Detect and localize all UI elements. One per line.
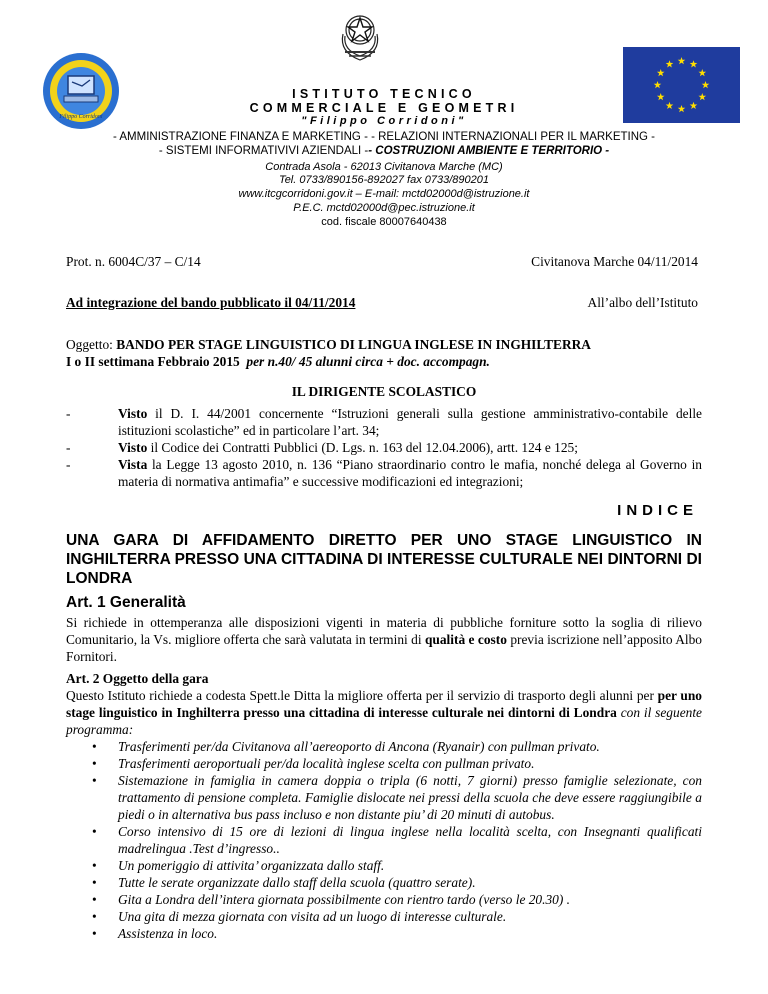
integration-note: Ad integrazione del bando pubblicato il 04/11/2014: [66, 295, 356, 310]
institute-name-line3: "Filippo Corridoni": [301, 115, 467, 127]
program-text: Gita a Londra dell’intera giornata possibilmente con rientro tardo (verso le 20.30) .: [118, 892, 571, 907]
courses-bold: - COSTRUZIONI AMBIENTE E TERRITORIO -: [368, 145, 610, 157]
subject-period: I o II settimana Febbraio 2015: [66, 354, 240, 369]
institute-name-line2: COMMERCIALE E GEOMETRI: [249, 101, 519, 115]
list-item: [92, 755, 702, 772]
program-text: Assistenza in loco.: [118, 926, 218, 941]
list-item: [92, 925, 702, 942]
courses-line1: - AMMINISTRAZIONE FINANZA E MARKETING - - RELAZIONI INTERNAZIONALI PER IL MARKETING -: [112, 131, 656, 143]
courses-line2: [0, 145, 768, 157]
bullet-icon: •: [92, 824, 97, 839]
art1-title: Art. 1 Generalità: [66, 594, 186, 611]
tender-title: UNA GARA DI AFFIDAMENTO DIRETTO PER UNO STAGE LINGUISTICO IN INGHILTERRA PRESSO UNA CITTADINA DI INTERESSE CULTURALE NEI DINTORNI DI LONDRA: [66, 532, 702, 587]
visto-text: la Legge 13 agosto 2010, n. 136 “Piano straordinario contro le mafia, nonché delega al Governo in materia di normativa antimafia” e successive modificazioni ed integrazioni;: [118, 457, 702, 489]
subject-participants: per n.40/ 45 alunni circa + doc. accompagn.: [246, 354, 490, 369]
program-text: Una gita di mezza giornata con visita ad un luogo di interesse culturale.: [118, 909, 507, 924]
program-list: [92, 738, 702, 942]
program-text: Tutte le serate organizzate dallo staff della scuola (quattro serate).: [118, 875, 476, 890]
visto-item: [66, 439, 702, 456]
italian-republic-emblem: [335, 4, 385, 64]
dirigente-heading: IL DIRIGENTE SCOLASTICO: [291, 384, 477, 399]
phone-fax: Tel. 0733/890156-892027 fax 0733/890201: [278, 174, 489, 186]
bullet-icon: •: [92, 926, 97, 941]
visto-item: [66, 405, 702, 439]
list-item: [92, 908, 702, 925]
bullet-icon: •: [92, 858, 97, 873]
svg-text:Filippo Corridoni: Filippo Corridoni: [59, 114, 103, 120]
list-dash: -: [66, 440, 71, 455]
subject-label: Oggetto:: [66, 337, 113, 352]
art2-title: Art. 2 Oggetto della gara: [66, 671, 209, 686]
art2-body: [66, 687, 702, 738]
institute-name-line1: ISTITUTO TECNICO: [292, 87, 476, 101]
subject-line: [66, 336, 706, 353]
pec-email: P.E.C. mctd02000d@pec.istruzione.it: [293, 202, 475, 214]
art1-bold: qualità: [424, 632, 466, 647]
bullet-icon: •: [92, 739, 97, 754]
indice-heading: INDICE: [617, 502, 698, 519]
visto-keyword: Visto: [118, 406, 148, 421]
art1-bold: e: [465, 632, 478, 647]
art2-text: Questo Istituto richiede a codesta Spett.le Ditta la migliore offerta per il servizio di trasporto degli alunni per: [66, 688, 658, 703]
list-dash: -: [66, 406, 71, 421]
program-text: Un pomeriggio di attivita’ organizzata dallo staff.: [118, 858, 385, 873]
address: Contrada Asola - 62013 Civitanova Marche (MC): [265, 161, 503, 173]
list-item: [92, 874, 702, 891]
program-text: Trasferimenti per/da Civitanova all’aereoporto di Ancona (Ryanair) con pullman privato.: [118, 739, 600, 754]
list-item: [92, 891, 702, 908]
bullet-icon: •: [92, 892, 97, 907]
bullet-icon: •: [92, 756, 97, 771]
visto-text: il D. I. 44/2001 concernente “Istruzioni generali sulla gestione amministrativo-contabile delle istituzioni scolastiche” ed in particolare l’art. 34;: [118, 406, 702, 438]
art1-text: Si richiede in ottemperanza alle disposizioni vigenti in materia di pubbliche forniture sotto la soglia di rilievo Comunitario, la Vs. migliore offerta che sarà valutata in termini di: [66, 615, 702, 647]
place-date: Civitanova Marche 04/11/2014: [531, 254, 698, 269]
program-text: Trasferimenti aeroportuali per/da località inglese scelta con pullman privato.: [118, 756, 535, 771]
subject-title: BANDO PER STAGE LINGUISTICO DI LINGUA INGLESE IN INGHILTERRA: [116, 337, 591, 352]
subject-details: [66, 353, 726, 370]
visto-item: [66, 456, 702, 490]
list-item: [92, 857, 702, 874]
bullet-icon: •: [92, 773, 97, 788]
web-email: www.itcgcorridoni.gov.it – E-mail: mctd02000d@istruzione.it: [238, 188, 530, 200]
art1-bold: costo: [477, 632, 507, 647]
courses-plain: - SISTEMI INFORMATIVIVI AZIENDALI -: [158, 145, 369, 157]
art2-bold: per uno stage linguistico in Inghilterra presso una cittadina di interesse culturale nei dintorni di Londra: [66, 688, 702, 720]
art1-text: previa iscrizione nell’apposito Albo Fornitori.: [66, 632, 702, 664]
list-item: [92, 823, 702, 857]
bullet-icon: •: [92, 909, 97, 924]
list-dash: -: [66, 457, 71, 472]
list-item: [92, 738, 702, 755]
art1-body: [66, 614, 702, 665]
posting-note: All’albo dell’Istituto: [587, 295, 698, 310]
fiscal-code: cod. fiscale 80007640438: [321, 216, 447, 228]
visto-keyword: Vista: [118, 457, 148, 472]
protocol-number: Prot. n. 6004C/37 – C/14: [66, 254, 201, 269]
bullet-icon: •: [92, 875, 97, 890]
art2-italic: con il seguente programma:: [66, 705, 702, 737]
visto-keyword: Visto: [118, 440, 148, 455]
program-text: Sistemazione in famiglia in camera doppia o tripla (6 notti, 7 giorni) presso famiglie selezionate, con trattamento di pensione completa. Famiglie dislocate nei pressi della scuola che deve essere raggiungibile a piedi o in alternativa bus pass incluso e non distante piu’ di 20 minuti di autobus.: [118, 773, 702, 822]
program-text: Corso intensivo di 15 ore di lezioni di lingua inglese nella località scelta, con Insegnanti qualificati madrelingua .Test d’ingresso..: [118, 824, 702, 856]
visto-text: il Codice dei Contratti Pubblici (D. Lgs. n. 163 del 12.04.2006), artt. 124 e 125;: [147, 440, 578, 455]
list-item: [92, 772, 702, 823]
